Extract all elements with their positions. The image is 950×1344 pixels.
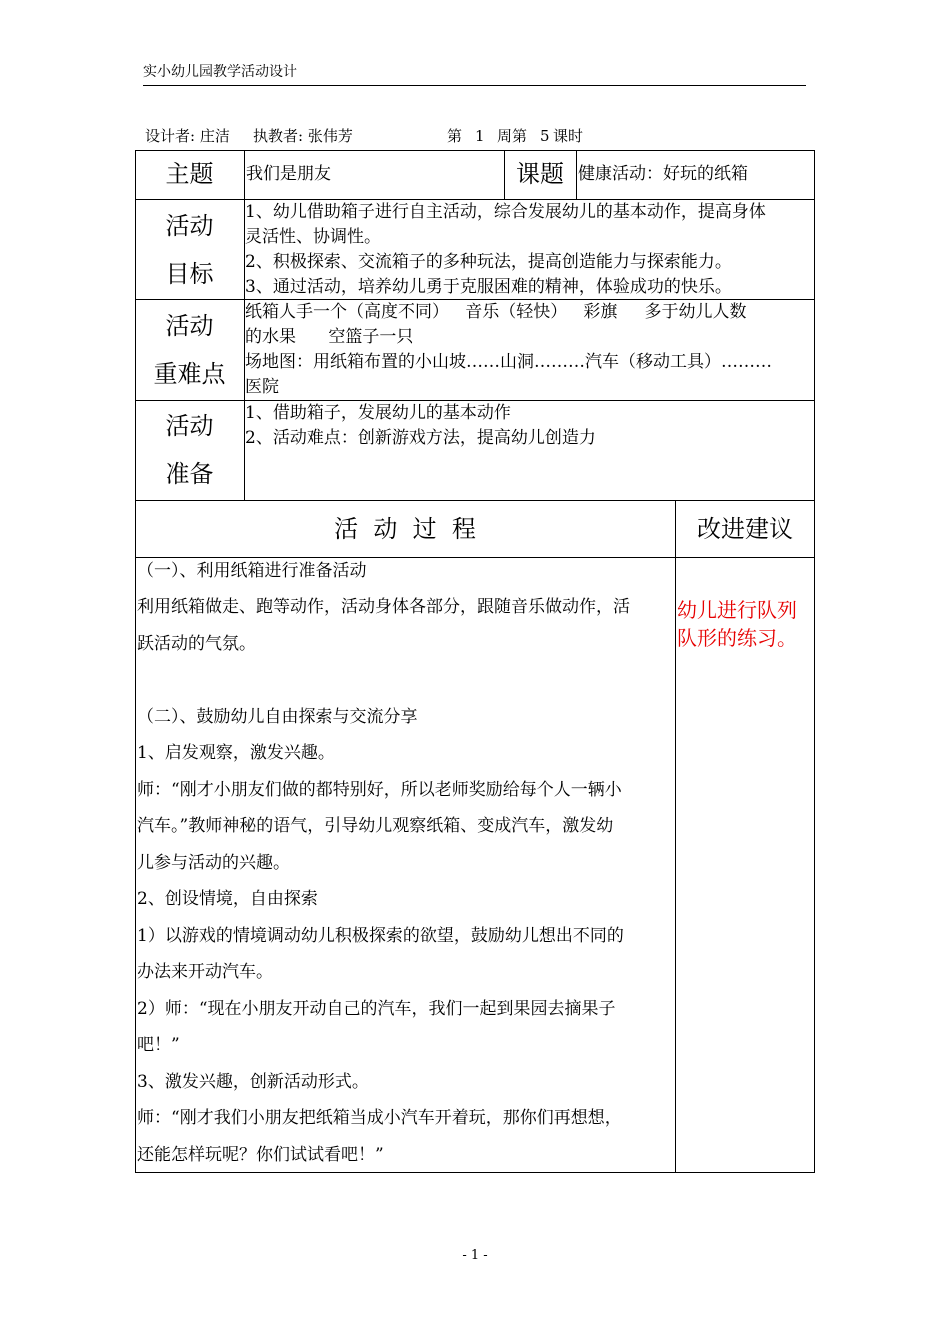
- page-number: - 1 -: [462, 1248, 488, 1263]
- goals-line: 灵活性、协调性。: [245, 227, 381, 247]
- goals-line: 3、通过活动，培养幼儿勇于克服困难的精神，体验成功的快乐。: [245, 277, 732, 297]
- process-line: （二）、鼓励幼儿自由探索与交流分享: [137, 707, 418, 727]
- process-line: 儿参与活动的兴趣。: [137, 853, 290, 873]
- goals-label-1: 活动: [165, 212, 214, 240]
- keypoints-line: 医院: [245, 377, 279, 397]
- process-line: 还能怎样玩呢？你们试试看吧！”: [137, 1145, 384, 1165]
- process-line: 3、激发兴趣，创新活动形式。: [137, 1072, 369, 1092]
- process-line: 1、启发观察，激发兴趣。: [137, 743, 335, 763]
- lesson-label: 课题: [516, 160, 564, 188]
- suggestion-note: 幼儿进行队列队形的练习。: [677, 598, 797, 650]
- keypoints-line: 的水果 空篮子一只: [245, 327, 414, 347]
- keypoints-line: 场地图：用纸箱布置的小山坡……山洞………汽车（移动工具）………: [245, 352, 772, 372]
- process-line: 利用纸箱做走、跑等动作，活动身体各部分，跟随音乐做动作，活: [137, 597, 630, 617]
- keypoints-label-1: 活动: [165, 312, 214, 340]
- prep-label-1: 活动: [165, 412, 214, 440]
- lesson-value: 健康活动：好玩的纸箱: [578, 164, 748, 184]
- process-line: 2）师：“现在小朋友开动自己的汽车，我们一起到果园去摘果子: [137, 999, 616, 1019]
- column-divider: [675, 500, 676, 1173]
- goals-line: 1、幼儿借助箱子进行自主活动，综合发展幼儿的基本动作，提高身体: [245, 202, 766, 222]
- process-line: 汽车。”教师神秘的语气，引导幼儿观察纸箱、变成汽车，激发幼: [137, 816, 614, 836]
- teacher: 执教者: 张伟芳: [253, 127, 353, 145]
- prep-line: 2、活动难点：创新游戏方法，提高幼儿创造力: [245, 428, 596, 448]
- keypoints-label-2: 重难点: [153, 360, 226, 388]
- process-line: 跃活动的气氛。: [137, 634, 256, 654]
- week-number: 1: [475, 127, 485, 145]
- column-divider: [576, 150, 577, 200]
- process-line: 师：“刚才我们小朋友把纸箱当成小汽车开着玩，那你们再想想，: [137, 1108, 622, 1128]
- goals-label-2: 目标: [165, 260, 214, 288]
- process-line: 师：“刚才小朋友们做的都特别好，所以老师奖励给每个人一辆小: [137, 780, 622, 800]
- lesson-number: 5: [540, 127, 550, 145]
- process-line: 1）以游戏的情境调动幼儿积极探索的欲望，鼓励幼儿想出不同的: [137, 926, 624, 946]
- week-label: 第: [447, 127, 463, 145]
- topic-label: 主题: [165, 160, 214, 188]
- prep-line: 1、借助箱子，发展幼儿的基本动作: [245, 403, 511, 423]
- process-line: 办法来开动汽车。: [137, 962, 273, 982]
- process-heading: 活 动 过 程: [334, 515, 476, 543]
- keypoints-line: 纸箱人手一个（高度不同） 音乐（轻快） 彩旗 多于幼儿人数: [245, 302, 747, 322]
- prep-label-2: 准备: [165, 460, 214, 488]
- goals-line: 2、积极探索、交流箱子的多种玩法，提高创造能力与探索能力。: [245, 252, 732, 272]
- topic-value: 我们是朋友: [246, 164, 331, 184]
- process-line: 吧！”: [137, 1035, 180, 1055]
- designer: 设计者: 庄洁: [145, 127, 230, 145]
- process-line: 2、创设情境，自由探索: [137, 889, 318, 909]
- row-divider: [135, 500, 815, 501]
- suggestion-heading: 改进建议: [697, 515, 793, 543]
- process-line: （一）、利用纸箱进行准备活动: [137, 561, 367, 581]
- lesson-unit: 课时: [553, 127, 584, 145]
- page-header: 实小幼儿园教学活动设计: [143, 62, 806, 86]
- week-unit: 周第: [497, 127, 528, 145]
